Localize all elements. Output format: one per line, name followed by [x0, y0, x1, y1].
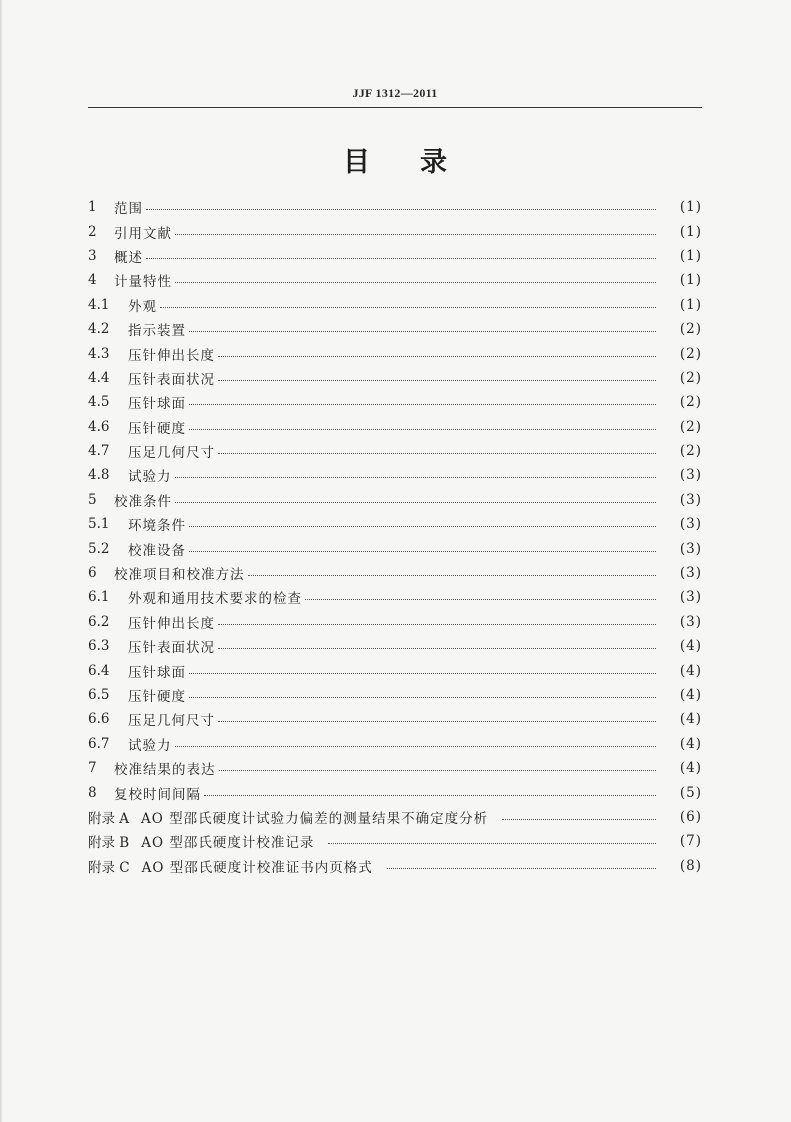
toc-entry-title: 压针球面: [128, 396, 186, 413]
toc-entry: [88, 536, 702, 560]
toc-entry: [88, 780, 702, 804]
toc-entry: [88, 756, 702, 780]
toc-entry-number: 5.1: [88, 516, 110, 533]
toc-entry-number: 4.3: [88, 345, 110, 362]
toc-entry-page: (4): [679, 662, 702, 679]
toc-entry-number: 6.1: [88, 589, 110, 606]
header-rule: [88, 107, 702, 108]
toc-entry-number: 5: [88, 491, 97, 508]
toc-entry: [88, 463, 702, 487]
toc-entry-page: (3): [679, 589, 702, 606]
toc-dot-leader: [146, 208, 656, 210]
toc-entry-page: (4): [679, 687, 702, 703]
toc-entry: [88, 854, 702, 878]
toc-entry-page: (3): [679, 565, 702, 582]
toc-dot-leader: [328, 842, 656, 844]
toc-entry-page: (4): [679, 735, 702, 752]
toc-entry: [88, 707, 702, 731]
toc-entry-page: (7): [679, 833, 702, 850]
toc-dot-leader: [175, 745, 657, 747]
toc-entry-page: (2): [679, 369, 702, 386]
toc-entry: [88, 610, 702, 634]
toc-entry-number: 附录 B: [88, 835, 130, 852]
toc-entry-page: (3): [679, 613, 702, 630]
toc-entry: [88, 488, 702, 512]
toc-entry: [88, 585, 702, 609]
toc-entry-number: 附录 A: [88, 810, 130, 827]
toc-entry: [88, 634, 702, 658]
toc-dot-leader: [160, 306, 656, 308]
toc-dot-leader: [218, 355, 656, 357]
toc-dot-leader: [219, 769, 657, 771]
toc-entry-page: (3): [679, 491, 702, 508]
toc-entry: [88, 390, 702, 414]
toc-entry-page: (3): [679, 467, 702, 484]
toc-entry-number: 6.7: [88, 735, 110, 752]
toc-entry: [88, 195, 702, 219]
toc-entry-title: 压针表面状况: [128, 371, 215, 388]
toc-dot-leader: [175, 501, 656, 503]
toc-entry-number: 6: [88, 565, 97, 582]
toc-dot-leader: [175, 281, 656, 283]
toc-entry-number: 3: [88, 247, 97, 264]
toc-dot-leader: [387, 867, 656, 869]
toc-entry-page: (5): [679, 784, 702, 801]
toc-entry-title: AO 型邵氏硬度计校准证书内页格式: [141, 859, 373, 876]
toc-dot-leader: [204, 794, 656, 796]
toc-entry-number: 6.3: [88, 638, 110, 655]
toc-entry-number: 4.4: [88, 369, 110, 386]
toc-entry: [88, 293, 702, 317]
toc-entry-number: 4.2: [88, 321, 110, 338]
toc-entry-title: 压针表面状况: [128, 640, 215, 657]
toc-entry-page: (1): [679, 296, 702, 313]
toc-entry-page: (2): [679, 345, 702, 362]
toc-entry-page: (2): [679, 394, 702, 411]
toc-entry-title: AO 型邵氏硬度计试验力偏差的测量结果不确定度分析: [141, 810, 489, 827]
toc-dot-leader: [218, 452, 656, 454]
toc-dot-leader: [248, 574, 657, 576]
toc-dot-leader: [305, 598, 656, 600]
toc-entry: [88, 439, 702, 463]
toc-entry: [88, 415, 702, 439]
toc-entry-number: 4: [88, 272, 97, 289]
toc-entry-number: 4.6: [88, 418, 110, 435]
toc-dot-leader: [189, 696, 656, 698]
toc-entry-title: 压针球面: [128, 664, 186, 681]
toc-entry: [88, 683, 702, 707]
toc-entry-title: 计量特性: [114, 274, 172, 291]
toc-entry-title: 指示装置: [128, 323, 186, 340]
toc-entry-page: (4): [679, 711, 702, 728]
toc-dot-leader: [218, 623, 656, 625]
toc-dot-leader: [189, 672, 656, 674]
toc-entry: [88, 732, 702, 756]
toc-entry-number: 附录 C: [88, 859, 130, 876]
toc-dot-leader: [189, 330, 656, 332]
toc-entry-title: 复校时间间隔: [114, 786, 201, 803]
toc-entry-number: 1: [88, 199, 97, 216]
toc-dot-leader: [189, 403, 656, 405]
toc-entry-title: 压足几何尺寸: [128, 445, 215, 462]
toc-entry: [88, 219, 702, 243]
toc-entry-page: (2): [679, 418, 702, 435]
toc-entry-page: (2): [679, 443, 702, 460]
toc-entry-page: (2): [679, 321, 702, 338]
toc-dot-leader: [218, 720, 656, 722]
toc-entry-title: 环境条件: [128, 518, 186, 535]
toc-entry-number: 6.5: [88, 687, 110, 703]
toc-entry-title: 外观: [128, 298, 157, 315]
toc-entry-title: 校准设备: [128, 542, 186, 559]
toc-entry-number: 6.6: [88, 711, 110, 728]
toc-entry: [88, 341, 702, 365]
toc-entry-title: 范围: [114, 201, 143, 218]
toc-dot-leader: [146, 257, 656, 259]
toc-dot-leader: [175, 476, 657, 478]
toc-entry: [88, 317, 702, 341]
toc-entry: [88, 805, 702, 829]
toc-entry-page: (8): [679, 857, 702, 874]
toc-entry-title: 试验力: [128, 469, 172, 486]
toc-entry-page: (1): [679, 247, 702, 264]
toc-entry-number: 6.4: [88, 662, 110, 679]
toc-entry: [88, 561, 702, 585]
toc-entry-number: 8: [88, 784, 97, 801]
toc-entry-title: 引用文献: [114, 225, 172, 242]
toc-entry-title: 压针伸出长度: [128, 347, 215, 364]
toc-dot-leader: [175, 233, 656, 235]
toc-entry: [88, 829, 702, 853]
toc-entry-page: (4): [679, 638, 702, 655]
toc-entry-number: 4.5: [88, 394, 110, 411]
toc-entry: [88, 268, 702, 292]
toc-entry-title: 试验力: [128, 737, 172, 754]
toc-entry-number: 5.2: [88, 540, 110, 557]
toc-dot-leader: [502, 818, 656, 820]
standard-code-header: JJF 1312—2011: [352, 86, 438, 100]
toc-entry: [88, 366, 702, 390]
toc-entry-page: (1): [679, 272, 702, 289]
toc-entry: [88, 512, 702, 536]
toc-entry-page: (3): [679, 540, 702, 557]
scan-edge-shadow: [0, 0, 3, 1122]
toc-entry-title: AO 型邵氏硬度计校准记录: [141, 835, 315, 852]
toc-dot-leader: [218, 379, 656, 381]
toc-entry-title: 压足几何尺寸: [128, 713, 215, 730]
toc-entry-title: 压针硬度: [128, 689, 186, 705]
toc-dot-leader: [189, 525, 656, 527]
toc-entry-page: (1): [679, 223, 702, 240]
toc-entry-title: 外观和通用技术要求的检查: [128, 591, 302, 608]
toc-entry-number: 4.1: [88, 296, 110, 313]
page-title-char-2: 录: [420, 147, 447, 178]
toc-entry-title: 校准结果的表达: [114, 762, 216, 779]
toc-entry-title: 压针硬度: [128, 420, 186, 437]
toc-entry-page: (1): [679, 199, 702, 216]
toc-entry: [88, 244, 702, 268]
toc-entry-title: 校准条件: [114, 493, 172, 510]
toc-entry-number: 4.7: [88, 443, 110, 460]
toc-entry-page: (4): [679, 760, 702, 777]
toc-entry-number: 2: [88, 223, 97, 240]
toc-entry-page: (6): [679, 808, 702, 825]
page-title: [88, 140, 702, 179]
page-title-char-1: 目: [343, 147, 370, 178]
toc-entry-number: 7: [88, 760, 97, 777]
toc-dot-leader: [218, 647, 656, 649]
toc-entry-number: 4.8: [88, 467, 110, 484]
toc-entry-title: 概述: [114, 249, 143, 266]
toc-dot-leader: [189, 428, 656, 430]
toc-entry-title: 压针伸出长度: [128, 615, 215, 632]
toc-entry-page: (3): [679, 516, 702, 533]
toc-entry: [88, 658, 702, 682]
table-of-contents: [88, 195, 702, 878]
toc-entry-number: 6.2: [88, 613, 110, 630]
toc-entry-title: 校准项目和校准方法: [114, 567, 245, 584]
toc-dot-leader: [189, 550, 656, 552]
